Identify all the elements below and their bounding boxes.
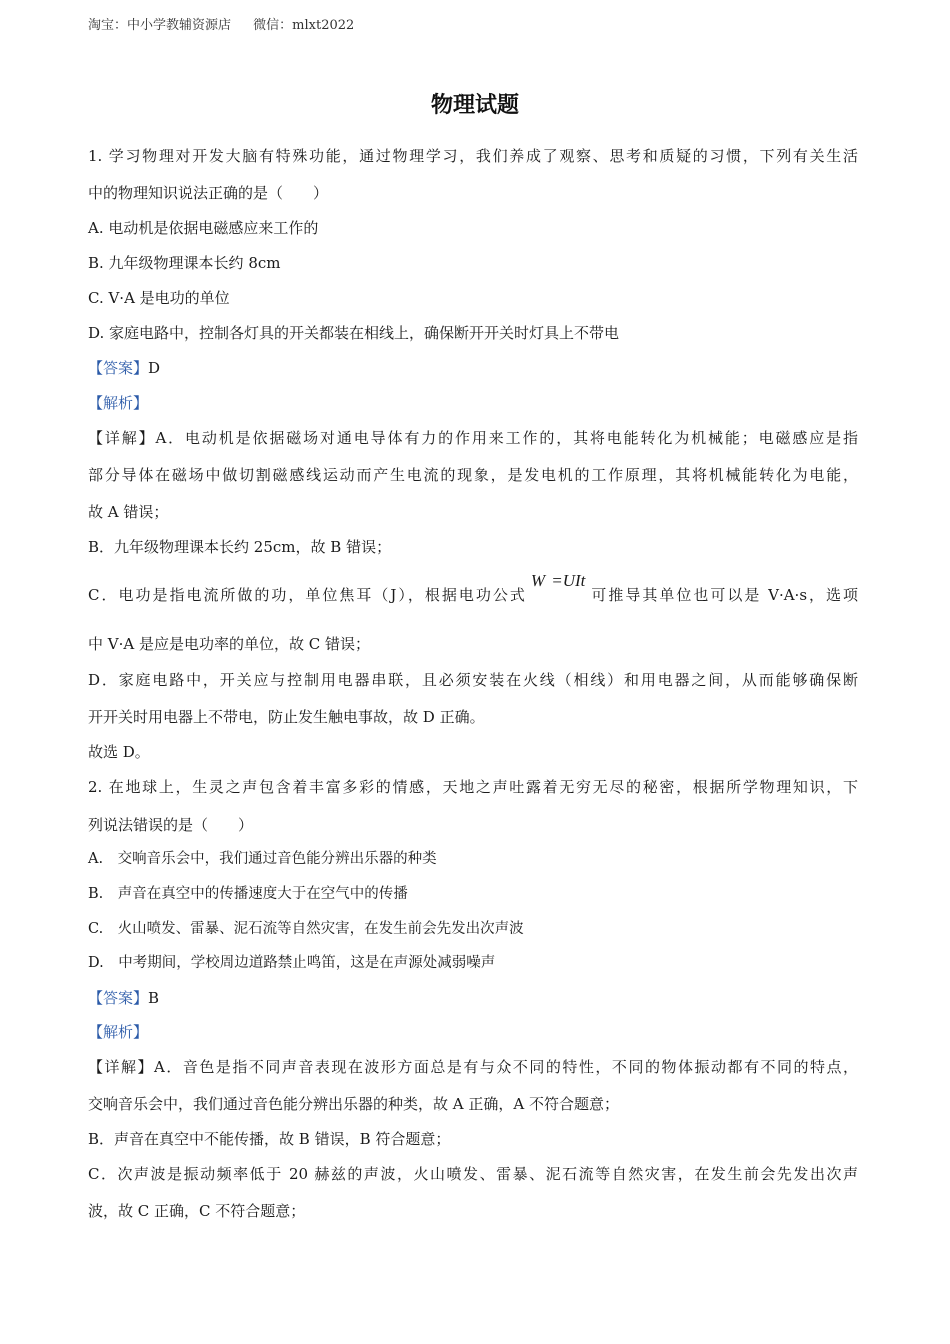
q2-detail-a-line2: 交响音乐会中，我们通过音色能分辨出乐器的种类，故 A 正确，A 不符合题意； xyxy=(88,1095,619,1113)
page-title: 物理试题 xyxy=(430,92,519,118)
q2-option-b: B. 声音在真空中的传播速度大于在空气中的传播 xyxy=(88,886,408,902)
q1-detail-d-line1: D．家庭电路中，开关应与控制用电器串联，且必须安装在火线（相线）和用电器之间，从而能够确保断 xyxy=(88,671,858,689)
q1-option-c: C. V·A 是电功的单位 xyxy=(88,289,230,307)
q1-conclusion: 故选 D。 xyxy=(88,743,150,761)
q2-stem-line1: 2. 在地球上，生灵之声包含着丰富多彩的情感，天地之声吐露着无穷无尽的秘密，根据所学物理知识，下 xyxy=(88,778,858,796)
q2-option-a: A. 交响音乐会中，我们通过音色能分辨出乐器的种类 xyxy=(88,851,437,867)
q2-stem-line2: 列说法错误的是（ ） xyxy=(88,816,254,834)
page-header xyxy=(88,14,372,33)
q1-detail-c-pre: C．电功是指电流所做的功，单位焦耳（J），根据电功公式 xyxy=(88,586,527,604)
q2-answer-value: B xyxy=(148,989,160,1007)
q1-option-b: B. 九年级物理课本长约 8cm xyxy=(88,254,281,272)
q1-detail-a-line3: 故 A 错误； xyxy=(88,503,169,521)
q1-detail-a-text: A．电动机是依据磁场对通电导体有力的作用来工作的，其将电能转化为机械能；电磁感应是指 xyxy=(155,429,858,447)
q1-detail-d-line2: 开开关时用电器上不带电，防止发生触电事故，故 D 正确。 xyxy=(88,708,485,726)
q2-detail-c-line2: 波，故 C 正确，C 不符合题意； xyxy=(88,1202,306,1220)
q2-option-d: D. 中考期间，学校周边道路禁止鸣笛，这是在声源处减弱噪声 xyxy=(88,955,496,971)
q2-detail-a-text: A．音色是指不同声音表现在波形方面总是有与众不同的特性，不同的物体振动都有不同的特点， xyxy=(154,1058,858,1076)
q1-detail-b: B．九年级物理课本长约 25cm，故 B 错误； xyxy=(88,538,392,556)
q2-detail-c-line1: C．次声波是振动频率低于 20 赫兹的声波，火山喷发、雷暴、泥石流等自然灾害，在发生前会先发出次声 xyxy=(88,1165,858,1183)
q1-answer xyxy=(88,358,160,378)
header-wechat: 微信：mlxt2022 xyxy=(253,18,355,33)
q1-answer-value: D xyxy=(148,359,161,377)
q1-detail-c-line1 xyxy=(88,571,858,605)
q2-option-c: C. 火山喷发、雷暴、泥石流等自然灾害，在发生前会先发出次声波 xyxy=(88,921,524,937)
q1-stem-line1: 1. 学习物理对开发大脑有特殊功能，通过物理学习，我们养成了观察、思考和质疑的习惯，下列有关生活 xyxy=(88,147,858,165)
q1-answer-tag: 【答案】 xyxy=(88,359,149,377)
q1-detail-c-post: 可推导其单位也可以是 V·A·s，选项 xyxy=(589,586,858,604)
q1-detail-tag: 【详解】 xyxy=(88,429,156,447)
q1-detail-a-line1 xyxy=(88,428,858,448)
q2-detail-a-line1 xyxy=(88,1057,858,1077)
q1-detail-a-line2: 部分导体在磁场中做切割磁感线运动而产生电流的现象，是发电机的工作原理，其将机械能转化为电能， xyxy=(88,466,858,484)
q2-analysis-tag: 【解析】 xyxy=(88,1023,149,1041)
q1-formula: W =UIt xyxy=(530,571,586,590)
q2-detail-b: B．声音在真空中不能传播，故 B 错误，B 符合题意； xyxy=(88,1130,451,1148)
header-shop: 淘宝：中小学教辅资源店 xyxy=(88,18,232,33)
q1-stem-line2: 中的物理知识说法正确的是（ ） xyxy=(88,184,329,202)
q1-option-a: A. 电动机是依据电磁感应来工作的 xyxy=(88,219,319,237)
q1-option-d: D. 家庭电路中，控制各灯具的开关都装在相线上，确保断开开关时灯具上不带电 xyxy=(88,324,620,342)
q2-detail-tag: 【详解】 xyxy=(88,1058,155,1076)
q2-answer-tag: 【答案】 xyxy=(88,989,149,1007)
q2-answer xyxy=(88,988,159,1008)
q1-detail-c-line2: 中 V·A 是应是电功率的单位，故 C 错误； xyxy=(88,635,370,653)
q1-analysis-tag: 【解析】 xyxy=(88,394,149,412)
